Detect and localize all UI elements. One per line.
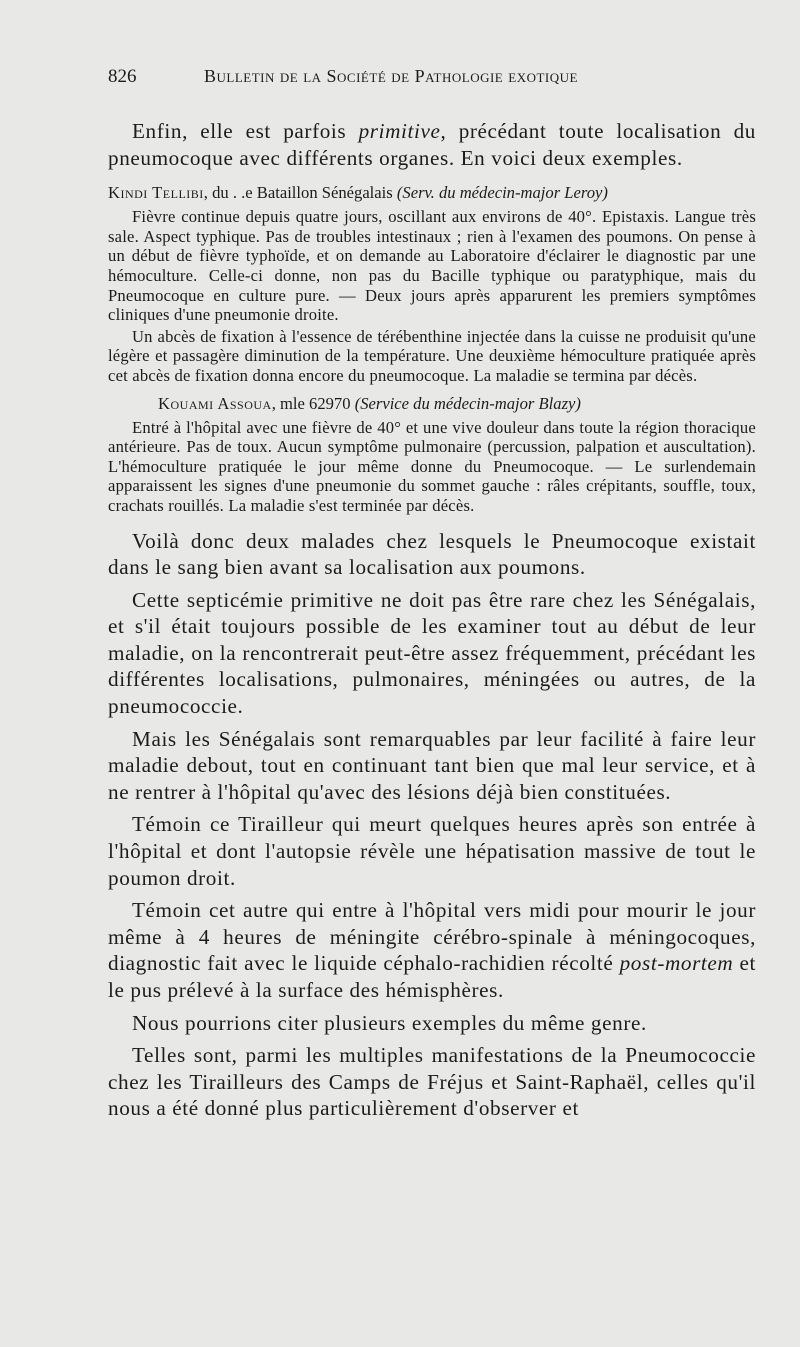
intro-emphasis: primitive — [358, 119, 441, 143]
case2-name: Kouami Assoua — [158, 393, 272, 413]
body-paragraph-2: Cette septicémie primitive ne doit pas être rare chez les Sénégalais, et s'il était toujours possible de les examiner tout au début de leur maladie, on la rencontrerait peut-être assez fréquemment, précédant les différentes localisations, pulmonaires, méningées ou autres, de la pneumococcie. — [108, 587, 756, 719]
case2-service: (Service du médecin-major Blazy) — [354, 393, 581, 413]
case2-heading — [108, 394, 756, 414]
body-paragraph-4: Témoin ce Tirailleur qui meurt quelques heures après son entrée à l'hôpital et dont l'autopsie révèle une hépatisation massive de tout le poumon droit. — [108, 812, 756, 890]
intro-text-before: Enfin, elle est parfois — [132, 119, 359, 143]
intro-text-after: , précédant toute localisation du pneumocoque avec différents organes. En voici deux exemples. — [108, 119, 756, 170]
case2-id: , mle 62970 — [271, 393, 355, 413]
body-paragraph-1: Voilà donc deux malades chez lesquels le Pneumocoque existait dans le sang bien avant sa localisation aux poumons. — [108, 528, 756, 580]
case1-service: (Serv. du médecin-major Leroy) — [396, 183, 608, 203]
case1-paragraph-1: Fièvre continue depuis quatre jours, oscillant aux environs de 40°. Epistaxis. Langue très sale. Aspect typhique. Pas de troubles intestinaux ; rien à l'examen des poumons. On pense à un début de fièvre typhoïde, et on demande au Laboratoire d'éclairer le diagnostic par une hémoculture. Celle-ci donne, non pas du Bacille typhique ou paratyphique, mais du Pneumocoque en culture pure. — Deux jours après apparurent les premiers symptômes cliniques d'une pneumonie droite. — [108, 207, 756, 325]
page-header — [108, 66, 756, 96]
body-paragraph-5-emphasis: post-mortem — [619, 951, 734, 976]
intro-paragraph — [108, 118, 756, 171]
body-paragraph-6: Nous pourrions citer plusieurs exemples du même genre. — [132, 1010, 647, 1035]
body-paragraph-5 — [108, 897, 756, 1003]
case1-heading — [108, 183, 756, 203]
case1-name: Kindi Tellibi — [108, 183, 204, 203]
case1-id: , du . .e Bataillon Sénégalais — [203, 183, 397, 203]
case1-paragraph-2: Un abcès de fixation à l'essence de térébenthine injectée dans la cuisse ne produisit qu'une légère et passagère diminution de la température. Une deuxième hémoculture pratiquée après cet abcès de fixation donna encore du pneumocoque. La maladie se termina par décès. — [108, 326, 756, 385]
page-number: 826 — [108, 66, 137, 87]
running-title: Bulletin de la Société de Pathologie exotique — [204, 66, 578, 86]
body-paragraph-5-before: Témoin cet autre qui entre à l'hôpital vers midi pour mourir le jour même à 4 heures de méningite cérébro-spinale à méningocoques, diagnostic fait avec le liquide céphalo-rachidien récolté — [108, 898, 756, 976]
body-paragraph-3: Mais les Sénégalais sont remarquables par leur facilité à faire leur maladie debout, tout en continuant tant bien que mal leur service, et à ne rentrer à l'hôpital qu'avec des lésions déjà bien constituées. — [108, 726, 756, 804]
case2-paragraph-1: Entré à l'hôpital avec une fièvre de 40° et une vive douleur dans toute la région thoracique antérieure. Pas de toux. Aucun symptôme pulmonaire (percussion, palpation et auscultation). L'hémoculture pratiquée le jour même donne du Pneumocoque. — Le surlendemain apparaissent les signes d'une pneumonie du sommet gauche : râles crépitants, souffle, toux, crachats rouillés. La maladie s'est terminée par décès. — [108, 417, 756, 515]
body-paragraph-5-after: et le pus prélevé à la surface des hémisphères. — [108, 951, 756, 1002]
body-paragraph-7: Telles sont, parmi les multiples manifestations de la Pneumococcie chez les Tirailleurs des Camps de Fréjus et Saint-Raphaël, celles qu'il nous a été donné plus particulièrement d'observer et — [108, 1043, 756, 1121]
